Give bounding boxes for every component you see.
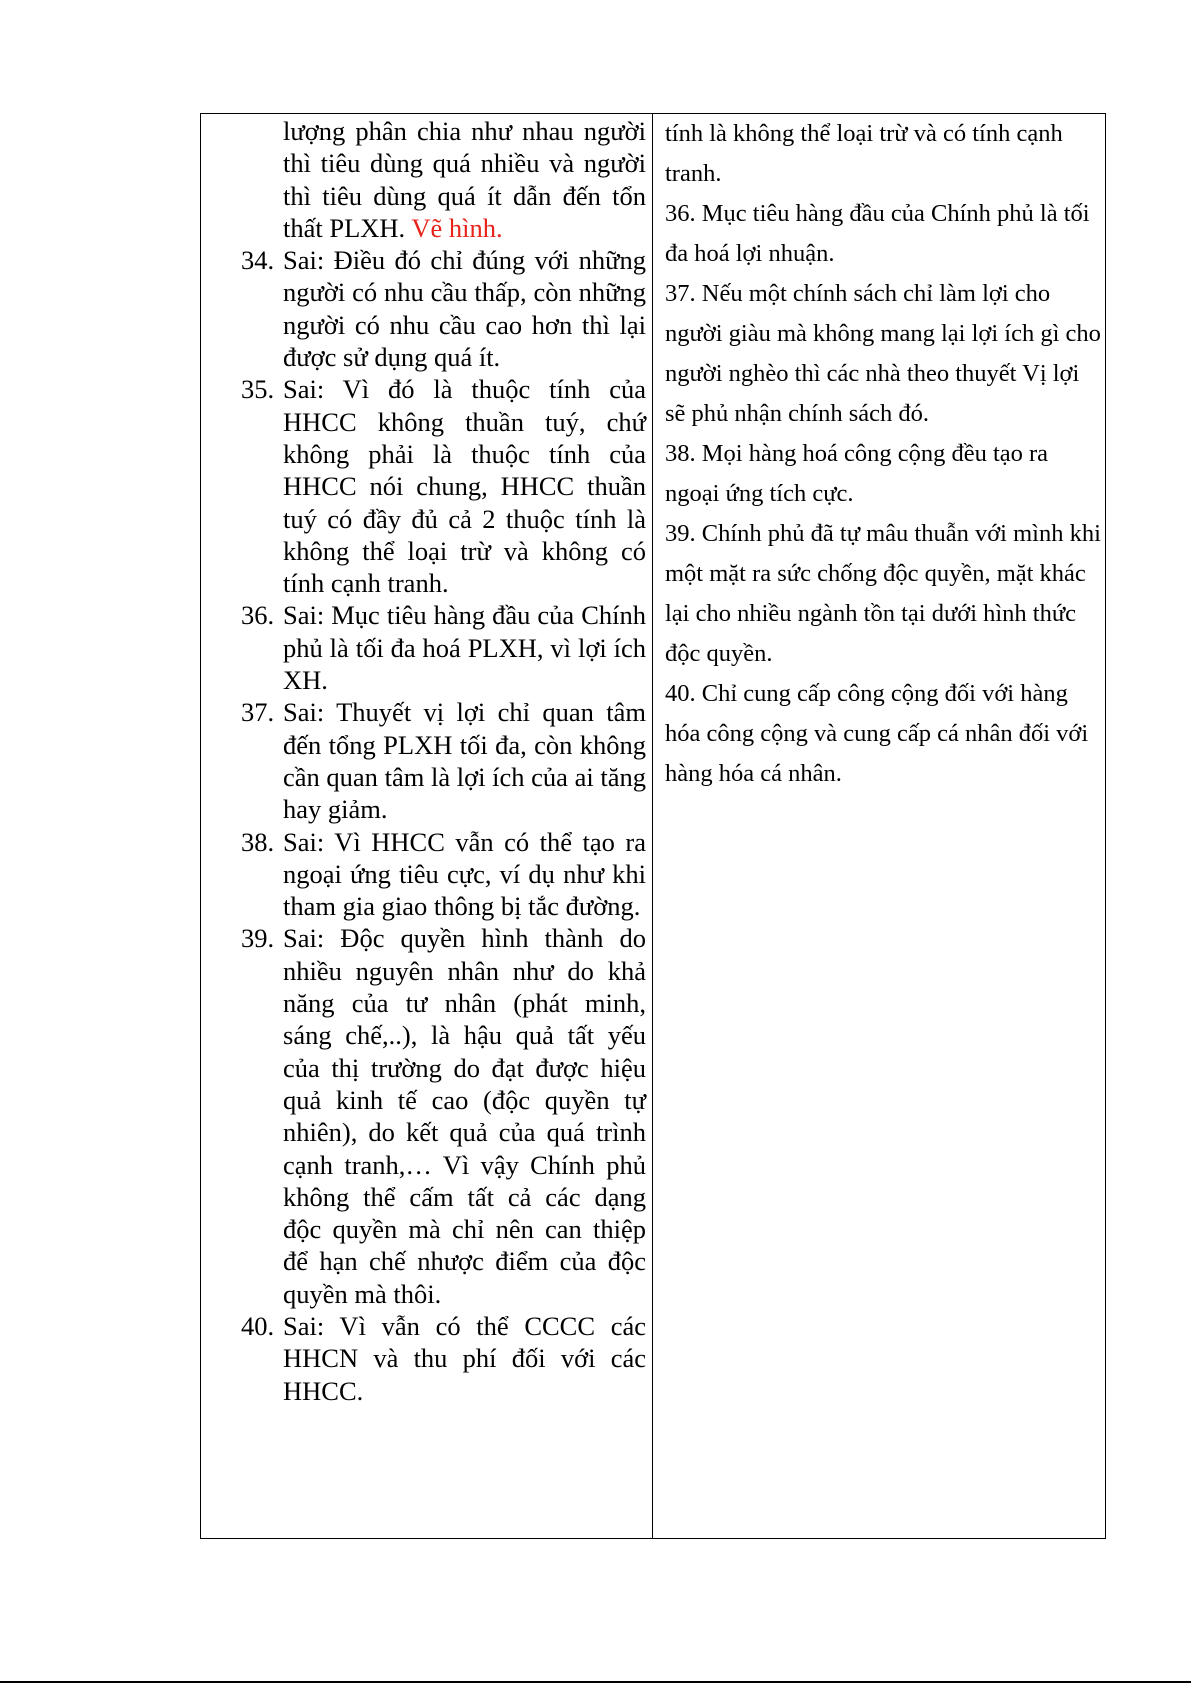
answer-item [241, 922, 646, 1310]
footer-rule [0, 1681, 1191, 1683]
answer-item [241, 373, 646, 599]
answer-number: 36. [241, 600, 275, 631]
answers-column [201, 114, 653, 1538]
answer-number: 39. [241, 923, 275, 954]
answer-text: Sai: Thuyết vị lợi chỉ quan tâm đến tổng PLXH tối đa, còn không cần quan tâm là lợi ích của ai tăng hay giảm. [283, 697, 646, 825]
answer-text: Sai: Vì HHCC vẫn có thể tạo ra ngoại ứng tiêu cực, ví dụ như khi tham gia giao thông bị tắc đường. [283, 826, 646, 922]
answer-text: Sai: Điều đó chỉ đúng với những người có nhu cầu thấp, còn những người có nhu cầu cao hơn thì lại được sử dụng quá ít. [283, 245, 646, 373]
answer-number: 35. [241, 374, 275, 405]
answer-item [241, 599, 646, 696]
answer-list [241, 244, 646, 1407]
question-paragraph: 38. Mọi hàng hoá công cộng đều tạo ra ngoại ứng tích cực. [665, 440, 1049, 507]
answer-text: Sai: Vì đó là thuộc tính của HHCC không thuần tuý, chứ không phải là thuộc tính của HHCC nói chung, HHCC thuần tuý có đầy đủ cả 2 thuộc tính là không thể loại trừ và không có tính cạnh tranh. [283, 374, 646, 599]
answer-table [200, 113, 1106, 1539]
questions-column [653, 114, 1105, 1538]
question-paragraph: tính là không thể loại trừ và có tính cạnh tranh. [665, 120, 1063, 187]
continued-answer [283, 114, 646, 244]
question-paragraph: 36. Mục tiêu hàng đầu của Chính phủ là tối đa hoá lợi nhuận. [665, 200, 1090, 267]
answer-text: Sai: Mục tiêu hàng đầu của Chính phủ là tối đa hoá PLXH, vì lợi ích XH. [283, 600, 646, 696]
question-paragraph: 39. Chính phủ đã tự mâu thuẫn với mình khi một mặt ra sức chống độc quyền, mặt khác lại cho nhiều ngành tồn tại dưới hình thức độc quyền. [665, 520, 1101, 667]
answer-number: 34. [241, 245, 275, 276]
question-paragraph: 37. Nếu một chính sách chỉ làm lợi cho người giàu mà không mang lại lợi ích gì cho người nghèo thì các nhà theo thuyết Vị lợi sẽ phủ nhận chính sách đó. [665, 280, 1101, 427]
answer-text: Sai: Độc quyền hình thành do nhiều nguyên nhân như do khả năng của tư nhân (phát minh, sáng chế,..), là hậu quả tất yếu của thị trường do đạt được hiệu quả kinh tế cao (độc quyền tự nhiên), do kết quả của quá trình cạnh tranh,… Vì vậy Chính phủ không thể cấm tất cả các dạng độc quyền mà chỉ nên can thiệp để hạn chế nhược điểm của độc quyền mà thôi. [283, 923, 646, 1309]
answer-item [241, 1310, 646, 1407]
answer-number: 40. [241, 1310, 275, 1341]
continued-answer-text: lượng phân chia như nhau người thì tiêu dùng quá nhiều và người thì tiêu dùng quá ít dẫn đến tổn thất PLXH. [283, 116, 646, 243]
answer-text: Sai: Vì vẫn có thể CCCC các HHCN và thu phí đối với các HHCC. [283, 1310, 646, 1406]
answer-number: 38. [241, 826, 275, 857]
answer-number: 37. [241, 697, 275, 728]
answer-item [241, 244, 646, 373]
question-paragraph: 40. Chỉ cung cấp công cộng đối với hàng hóa công cộng và cung cấp cá nhân đối với hàng hóa cá nhân. [665, 680, 1089, 787]
answer-item [241, 826, 646, 923]
answer-item [241, 696, 646, 825]
draw-figure-note: Vẽ hình. [411, 212, 503, 243]
